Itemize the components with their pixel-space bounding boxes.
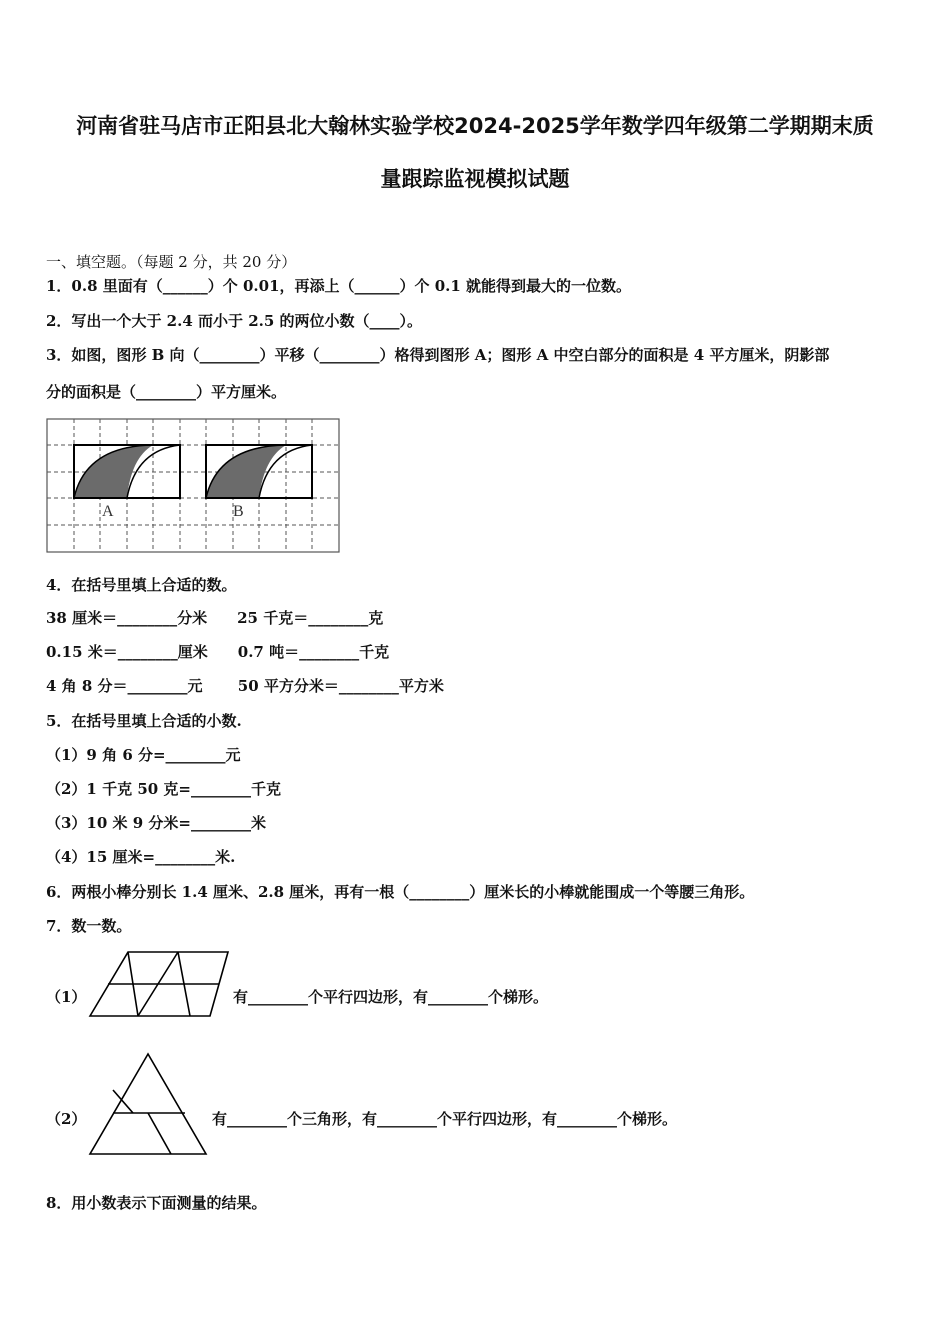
question-5-item-3: （3）10 米 9 分米=________米 — [46, 814, 266, 832]
question-5-item-2: （2）1 千克 50 克=________千克 — [46, 780, 281, 798]
label-b: B — [233, 503, 244, 520]
question-3-line-1: 3．如图，图形 B 向（________）平移（________）格得到图形 A；图形 A 中空白部分的面积是 4 平方厘米，阴影部 — [46, 346, 830, 364]
question-4-row-3: 4 角 8 分＝________元 50 平方分米＝________平方米 — [46, 677, 444, 695]
question-7-part-2-label: （2） — [46, 1110, 87, 1128]
question-4-row-2: 0.15 米＝________厘米 0.7 吨＝________千克 — [46, 643, 390, 661]
title-line-2: 量跟踪监视模拟试题 — [380, 167, 570, 191]
question-4-row-1: 38 厘米＝________分米 25 千克＝________克 — [46, 609, 384, 627]
title-line-1: 河南省驻马店市正阳县北大翰林实验学校2024-2025学年数学四年级第二学期期末质 — [76, 114, 874, 138]
question-5-item-1: （1）9 角 6 分=________元 — [46, 746, 241, 764]
question-7-part-2-text: 有________个三角形，有________个平行四边形，有________个梯形。 — [212, 1110, 678, 1128]
question-5-item-4: （4）15 厘米=________米. — [46, 848, 236, 866]
question-2: 2．写出一个大于 2.4 而小于 2.5 的两位小数（____）。 — [46, 312, 423, 330]
question-5-stem: 5．在括号里填上合适的小数. — [46, 712, 242, 730]
triangle-figure — [86, 1050, 210, 1158]
question-7-part-1-label: （1） — [46, 988, 87, 1006]
section-heading: 一、填空题。（每题 2 分，共 20 分） — [46, 253, 297, 271]
question-1: 1．0.8 里面有（______）个 0.01，再添上（______）个 0.1 就能得到最大的一位数。 — [46, 277, 632, 295]
label-a: A — [102, 503, 114, 520]
question-4-stem: 4．在括号里填上合适的数。 — [46, 576, 237, 594]
question-8: 8．用小数表示下面测量的结果。 — [46, 1194, 267, 1212]
question-7-stem: 7．数一数。 — [46, 917, 132, 935]
q3-grid-figure — [46, 418, 342, 556]
question-7-part-1-text: 有________个平行四边形，有________个梯形。 — [233, 988, 549, 1006]
question-6: 6．两根小棒分别长 1.4 厘米、2.8 厘米，再有一根（________）厘米长的小棒就能围成一个等腰三角形。 — [46, 883, 755, 901]
parallelogram-figure — [86, 948, 232, 1020]
question-3-line-2: 分的面积是（________）平方厘米。 — [46, 383, 287, 401]
